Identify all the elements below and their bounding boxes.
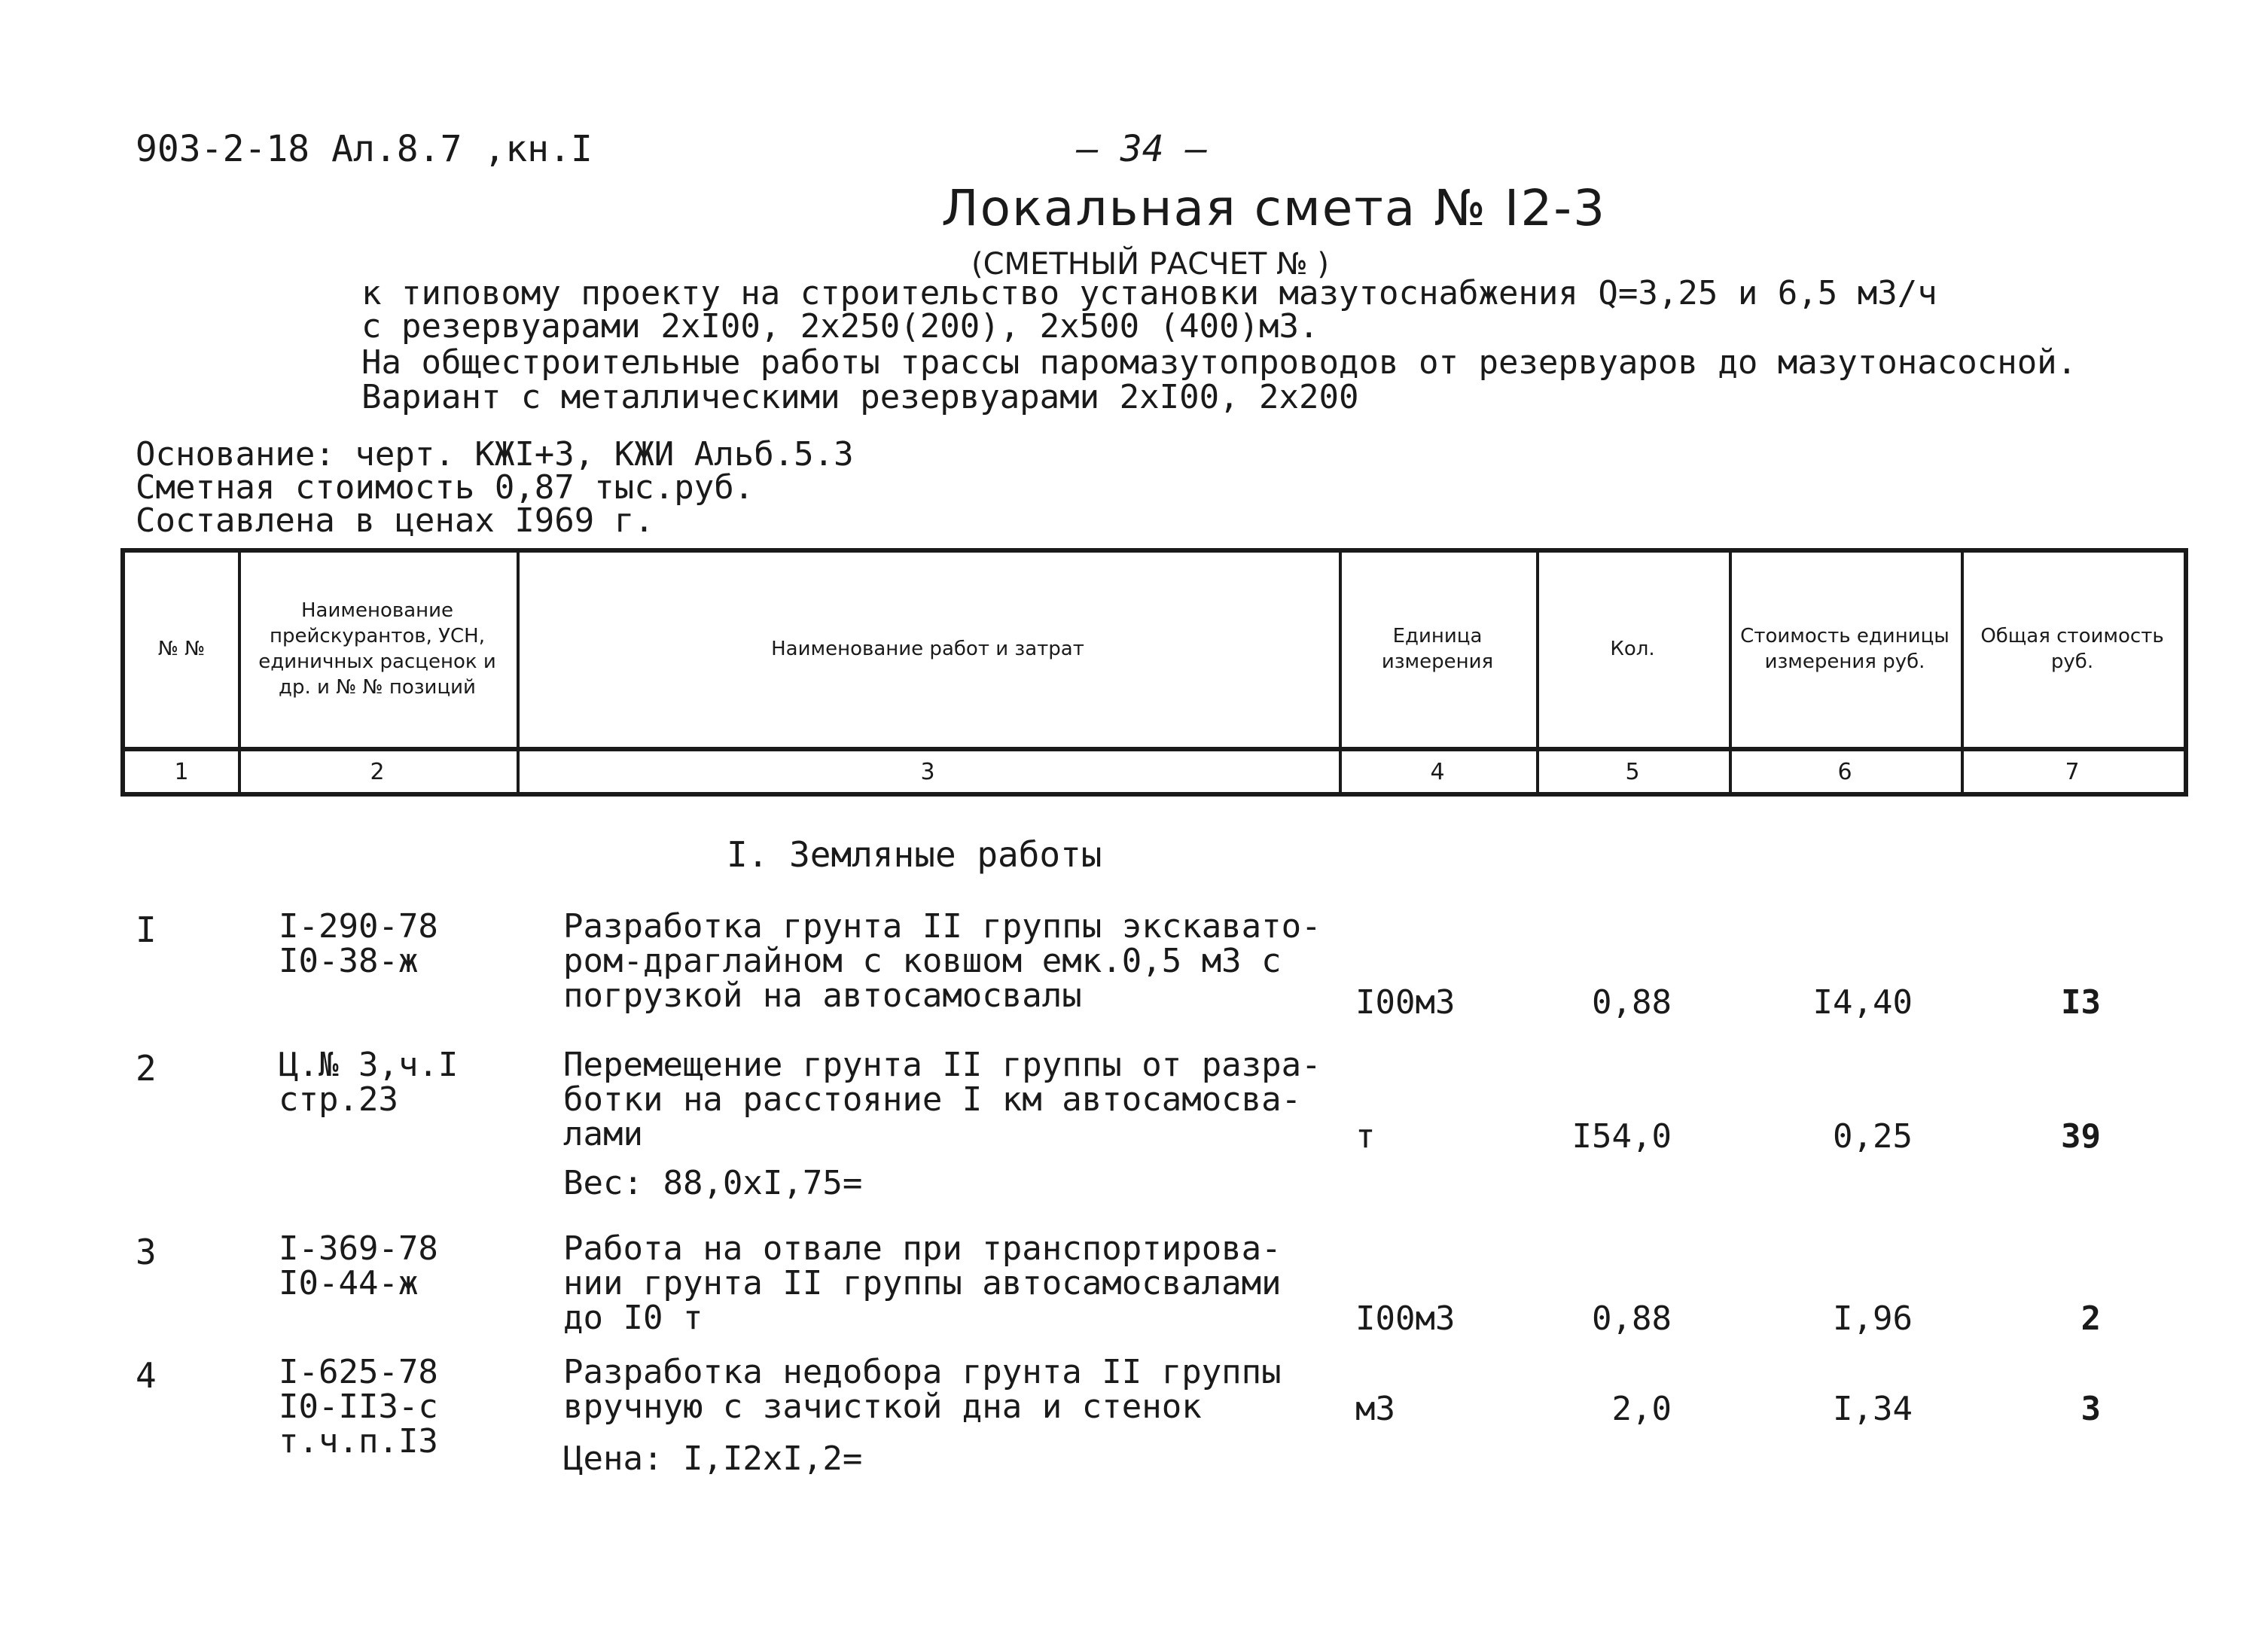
page-subtitle: (СМЕТНЫЙ РАСЧЕТ № ) — [971, 247, 1329, 282]
row-unit-price: I4,40 — [1812, 983, 1913, 1022]
description-line: с резервуарами 2хI00, 2х250(200), 2х500 (400)м3. — [361, 307, 1319, 346]
row-unit-price: I,34 — [1833, 1390, 1913, 1428]
column-header-number: № № — [157, 638, 206, 661]
row-quantity: 2,0 — [1611, 1390, 1672, 1428]
row-code-line: т.ч.п.I3 — [279, 1422, 438, 1461]
document-code: 903-2-18 Ал.8.7 ,кн.I — [136, 128, 593, 170]
column-header-unit: Единица измерения — [1381, 625, 1494, 673]
row-total: I3 — [2061, 983, 2101, 1022]
description-line: На общестроительные работы трассы паромазутопроводов от резервуаров до мазутонасосной. — [361, 343, 2077, 382]
page-title: Локальная смета № I2-3 — [941, 179, 1607, 237]
section-title: I. Земляные работы — [727, 834, 1102, 875]
row-name-line: Перемещение грунта II группы от разра- — [563, 1046, 1321, 1084]
column-header-code: Наименование прейскурантов, УСН, единичных расценок и др. и № № позиций — [258, 599, 496, 699]
row-name-line: ром-драглайном с ковшом емк.0,5 м3 с — [563, 942, 1282, 980]
row-code-line: I-290-78 — [279, 907, 438, 946]
row-quantity: 0,88 — [1592, 1299, 1672, 1338]
row-code-line: I0-II3-с — [279, 1388, 438, 1426]
row-code-line: I-625-78 — [279, 1353, 438, 1391]
row-number: 3 — [136, 1232, 157, 1272]
row-code-line: Ц.№ 3,ч.I — [279, 1046, 459, 1084]
row-total: 39 — [2061, 1117, 2101, 1156]
row-unit: т — [1355, 1117, 1376, 1156]
row-name-line: Разработка грунта II группы экскавато- — [563, 907, 1321, 946]
column-number: 7 — [2065, 758, 2080, 785]
row-name-line: погрузкой на автосамосвалы — [563, 976, 1082, 1015]
prices-line: Составлена в ценах I969 г. — [136, 501, 654, 540]
row-code-line: I-369-78 — [279, 1229, 438, 1268]
basis-line: Основание: черт. КЖI+3, КЖИ Альб.5.3 — [136, 435, 854, 474]
estimate-table-header — [120, 548, 2188, 797]
column-number: 6 — [1837, 758, 1852, 785]
column-header-quantity: Кол. — [1610, 638, 1655, 661]
row-total: 3 — [2081, 1390, 2101, 1428]
row-weight-note: Вес: 88,0хI,75= — [563, 1164, 863, 1202]
page-number: — 34 — — [1077, 128, 1208, 170]
description-line: к типовому проекту на строительство установки мазутоснабжения Q=3,25 и 6,5 м3/ч — [361, 274, 1937, 312]
row-code-line: стр.23 — [279, 1080, 398, 1119]
column-header-total-cost: Общая стоимость руб. — [1980, 625, 2164, 673]
row-name-line: до I0 т — [563, 1299, 703, 1337]
row-name-line: Разработка недобора грунта II группы — [563, 1353, 1282, 1391]
row-unit: м3 — [1355, 1390, 1395, 1428]
row-number: 2 — [136, 1048, 157, 1089]
row-unit-price: 0,25 — [1833, 1117, 1913, 1156]
row-code-line: I0-38-ж — [279, 942, 419, 980]
column-number: 3 — [920, 758, 935, 785]
row-unit-price: I,96 — [1833, 1299, 1913, 1338]
column-number: 1 — [174, 758, 189, 785]
cost-line: Сметная стоимость 0,87 тыс.руб. — [136, 468, 754, 507]
column-number: 5 — [1625, 758, 1640, 785]
row-name-line: нии грунта II группы автосамосвалами — [563, 1264, 1282, 1302]
row-name-line: ботки на расстояние I км автосамосва- — [563, 1080, 1302, 1119]
column-number: 4 — [1430, 758, 1445, 785]
row-quantity: 0,88 — [1592, 983, 1672, 1022]
row-number: I — [136, 909, 157, 950]
row-number: 4 — [136, 1355, 157, 1396]
row-unit: I00м3 — [1355, 1299, 1456, 1338]
row-quantity: I54,0 — [1571, 1117, 1672, 1156]
description-line: Вариант с металлическими резервуарами 2хI00, 2х200 — [361, 378, 1359, 416]
row-name-line: вручную с зачисткой дна и стенок — [563, 1388, 1202, 1426]
row-total: 2 — [2081, 1299, 2101, 1338]
column-number: 2 — [370, 758, 385, 785]
column-header-work-name: Наименование работ и затрат — [771, 638, 1084, 661]
column-header-unit-cost: Стоимость единицы измерения руб. — [1740, 625, 1949, 673]
row-name-line: Работа на отвале при транспортирова- — [563, 1229, 1282, 1268]
row-unit: I00м3 — [1355, 983, 1456, 1022]
row-price-note: Цена: I,I2хI,2= — [563, 1439, 863, 1478]
row-code-line: I0-44-ж — [279, 1264, 419, 1302]
row-name-line: лами — [563, 1115, 643, 1153]
